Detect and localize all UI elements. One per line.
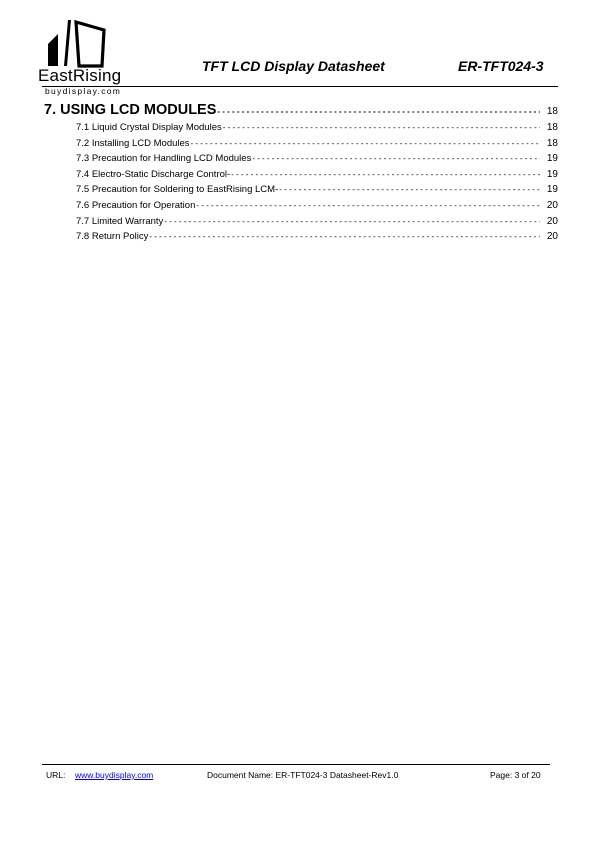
model-number: ER-TFT024-3 (458, 58, 544, 74)
toc-page-number: 18 (546, 106, 558, 117)
footer-url-link[interactable]: www.buydisplay.com (75, 770, 154, 780)
toc-item-label: 7.6 Precaution for Operation (76, 199, 196, 211)
toc-page-number: 20 (546, 231, 558, 243)
toc-page-number: 19 (546, 184, 558, 196)
footer-document-name: Document Name: ER-TFT024-3 Datasheet-Rev1.0 (207, 770, 399, 780)
eastrising-logo-icon (46, 16, 108, 68)
toc-leader (217, 107, 540, 116)
toc-item-label: 7.8 Return Policy (76, 231, 149, 243)
toc-section-7[interactable] (44, 102, 558, 122)
footer-url-label: URL: (46, 770, 66, 780)
toc-item-7-5[interactable] (44, 184, 558, 200)
brand-site: buydisplay.com (45, 86, 122, 96)
toc-leader (191, 139, 540, 148)
toc-item-label: 7.3 Precaution for Handling LCD Modules (76, 153, 252, 165)
document-title: TFT LCD Display Datasheet (202, 58, 385, 74)
toc-item-label: 7.7 Limited Warranty (76, 215, 164, 227)
footer-divider (42, 764, 550, 765)
brand-name: EastRising (38, 66, 122, 85)
toc-leader (149, 232, 540, 241)
toc-section-label: 7. USING LCD MODULES (44, 102, 217, 118)
toc-item-label: 7.1 Liquid Crystal Display Modules (76, 122, 222, 133)
toc-item-7-8[interactable] (44, 231, 558, 247)
toc-item-7-1[interactable] (44, 122, 558, 138)
toc-item-7-6[interactable] (44, 200, 558, 216)
toc-item-7-4[interactable] (44, 169, 558, 185)
toc-item-7-3[interactable] (44, 153, 558, 169)
toc-page-number: 18 (546, 137, 558, 149)
toc-item-7-7[interactable] (44, 216, 558, 232)
header-divider (42, 86, 558, 87)
toc-leader (231, 170, 540, 179)
toc-page-number: 18 (546, 122, 558, 133)
table-of-contents (44, 102, 558, 247)
toc-leader (196, 201, 540, 210)
toc-page-number: 20 (546, 199, 558, 211)
toc-leader (279, 185, 540, 194)
toc-item-label: 7.2 Installing LCD Modules (76, 137, 190, 149)
toc-item-label: 7.5 Precaution for Soldering to EastRising LCM- (76, 184, 279, 196)
toc-leader (164, 217, 540, 226)
toc-page-number: 20 (546, 215, 558, 227)
toc-item-7-2[interactable] (44, 138, 558, 154)
toc-page-number: 19 (546, 153, 558, 165)
toc-item-label: 7.4 Electro-Static Discharge Control- (76, 168, 231, 180)
toc-page-number: 19 (546, 168, 558, 180)
toc-leader (223, 123, 540, 132)
footer-page-number: Page: 3 of 20 (490, 770, 541, 780)
toc-leader (252, 154, 540, 163)
